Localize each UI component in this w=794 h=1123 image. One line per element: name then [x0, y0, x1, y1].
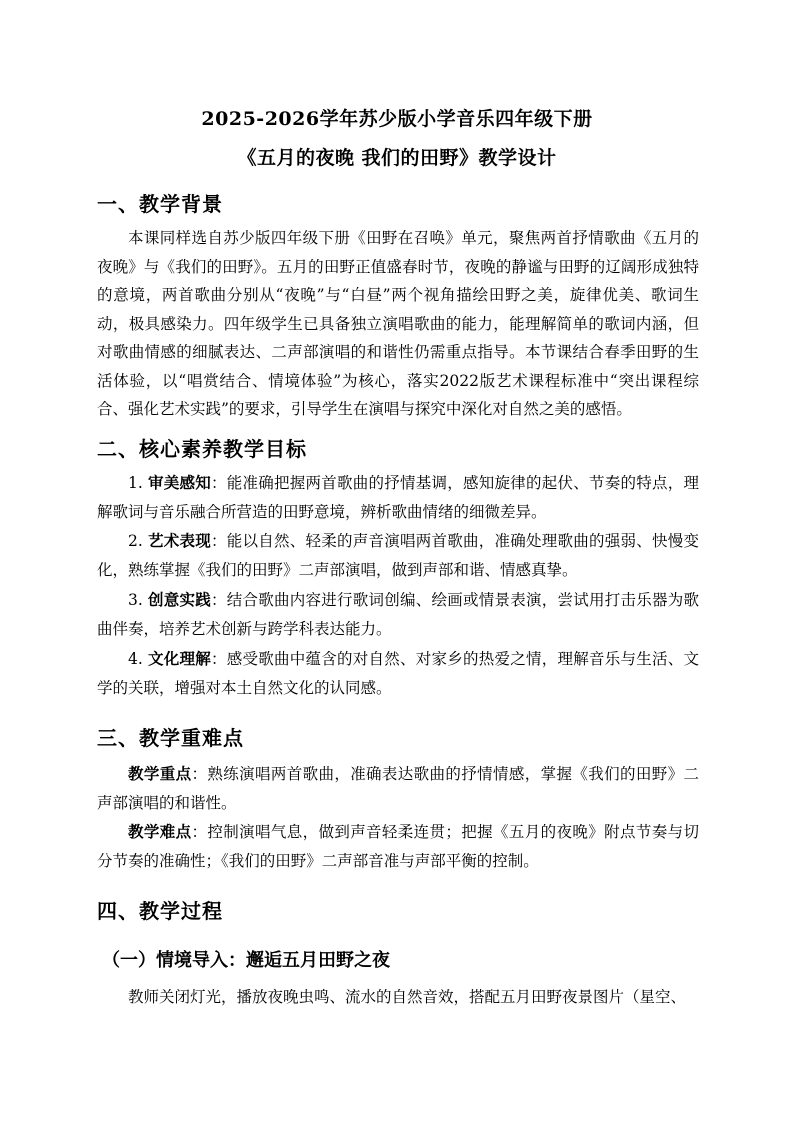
goal-number: 4.	[128, 650, 143, 668]
key-point-label: 教学重点	[128, 764, 192, 783]
section-heading-goals: 二、核心素养教学目标	[97, 437, 307, 461]
difficulty-text: ：控制演唱气息，做到声音轻柔连贯；把握《五月的夜晚》附点节奏与切分节奏的准确性；《我们的田野》二声部音准与声部平衡的控制。	[97, 823, 699, 870]
section-heading-key-points: 三、教学重难点	[97, 726, 244, 750]
background-paragraph: 本课同样选自苏少版四年级下册《田野在召唤》单元，聚焦两首抒情歌曲《五月的夜晚》与《我们的田野》。五月的田野正值盛春时节，夜晚的静谧与田野的辽阔形成独特的意境，两首歌曲分别从“夜晚”与“白昼”两个视角描绘田野之美，旋律优美、歌词生动，极具感染力。四年级学生已具备独立演唱歌曲的能力，能理解简单的歌词内涵，但对歌曲情感的细腻表达、二声部演唱的和谐性仍需重点指导。本节课结合春季田野的生活体验，以“唱赏结合、情境体验”为核心，落实2022版艺术课程标准中“突出课程综合、强化艺术实践”的要求，引导学生在演唱与探究中深化对自然之美的感悟。	[97, 229, 699, 418]
difficulty-paragraph	[97, 818, 699, 875]
subsection-heading-intro: （一）情境导入：邂逅五月田野之夜	[102, 950, 390, 971]
goal-number: 2.	[128, 532, 143, 550]
goal-label: 文化理解	[147, 649, 211, 668]
key-point-text: ：熟练演唱两首歌曲，准确表达歌曲的抒情情感，掌握《我们的田野》二声部演唱的和谐性。	[97, 765, 699, 812]
key-point-paragraph	[97, 760, 699, 817]
goal-item-expression	[97, 527, 699, 584]
goal-label: 创意实践	[147, 590, 211, 609]
goal-label: 艺术表现	[147, 531, 211, 550]
goal-text: ：感受歌曲中蕴含的对自然、对家乡的热爱之情，理解音乐与生活、文学的关联，增强对本土自然文化的认同感。	[97, 650, 699, 697]
goal-item-culture	[97, 645, 699, 702]
intro-paragraph: 教师关闭灯光，播放夜晚虫鸣、流水的自然音效，搭配五月田野夜景图片（星空、	[128, 988, 687, 1006]
section-heading-background: 一、教学背景	[97, 192, 223, 216]
goal-number: 1.	[128, 474, 143, 492]
goal-text: ：结合歌曲内容进行歌词创编、绘画或情景表演，尝试用打击乐器为歌曲伴奏，培养艺术创新与跨学科表达能力。	[97, 591, 699, 638]
goal-item-aesthetic	[97, 469, 699, 526]
goal-item-creative	[97, 586, 699, 643]
section-heading-process: 四、教学过程	[97, 899, 223, 923]
difficulty-label: 教学难点	[128, 822, 192, 841]
document-subtitle: 《五月的夜晚 我们的田野》教学设计	[237, 147, 557, 169]
goal-number: 3.	[128, 591, 143, 609]
document-title: 2025-2026学年苏少版小学音乐四年级下册	[201, 108, 593, 130]
goal-text: ：能准确把握两首歌曲的抒情基调，感知旋律的起伏、节奏的特点，理解歌词与音乐融合所营造的田野意境，辨析歌曲情绪的细微差异。	[97, 474, 699, 521]
goal-text: ：能以自然、轻柔的声音演唱两首歌曲，准确处理歌曲的强弱、快慢变化，熟练掌握《我们的田野》二声部演唱，做到声部和谐、情感真挚。	[97, 532, 699, 579]
goal-label: 审美感知	[147, 473, 211, 492]
